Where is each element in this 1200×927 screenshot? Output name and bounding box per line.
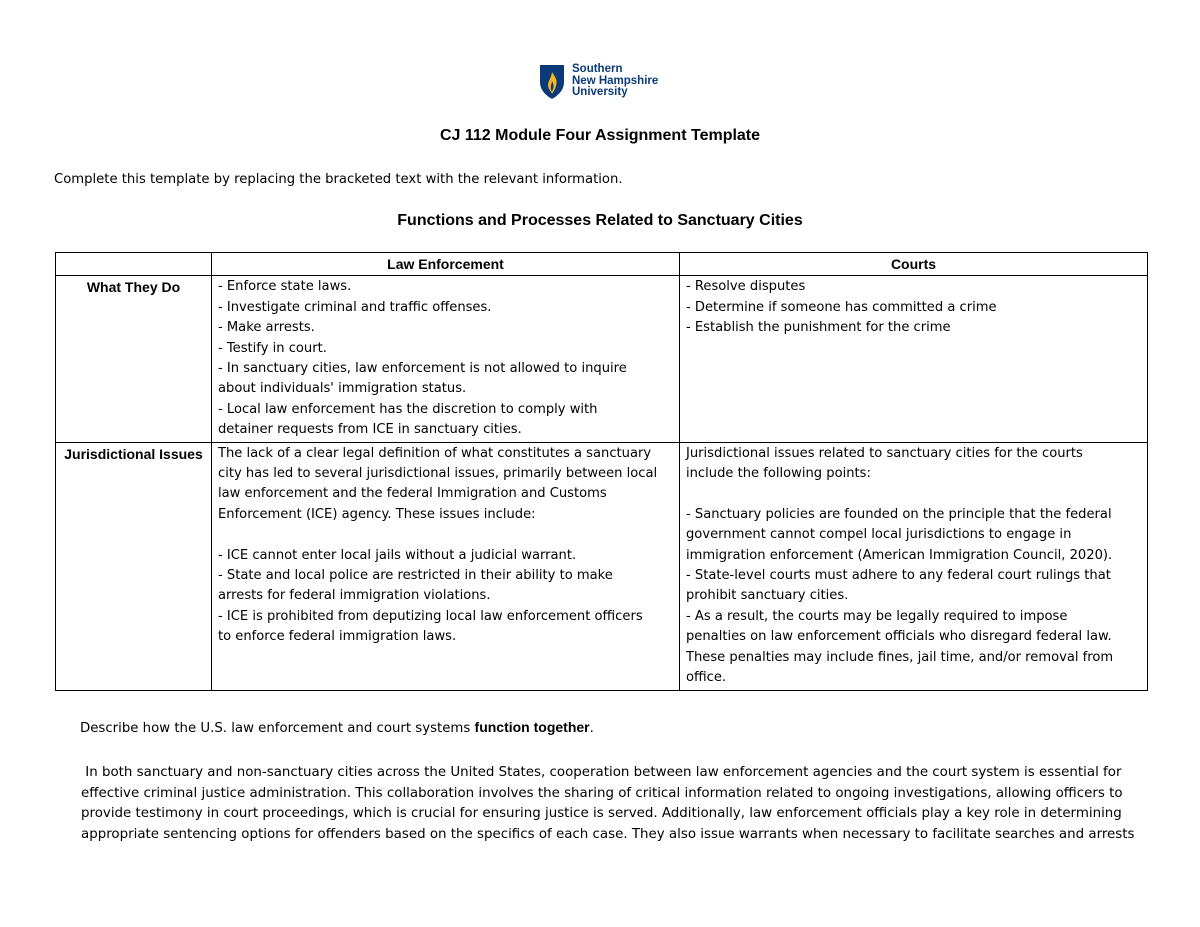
cell-what-they-do-law [212,276,680,442]
header-courts: Courts [680,253,1148,276]
logo-line-3: University [572,86,628,98]
logo-wordmark [572,64,658,99]
cell-line: - ICE is prohibited from deputizing local law enforcement officers [218,608,643,624]
row-label-what-they-do: What They Do [56,276,212,442]
cell-line: law enforcement and the federal Immigration and Customs [218,486,607,502]
cell-line: - Make arrests. [218,320,315,336]
cell-line: city has led to several jurisdictional issues, primarily between local [218,466,658,482]
cell-line: - ICE cannot enter local jails without a judicial warrant. [218,547,577,563]
cell-line: - Resolve disputes [686,279,806,295]
cell-line: to enforce federal immigration laws. [218,629,457,645]
cell-what-they-do-courts [680,276,1148,442]
cell-line: Jurisdictional issues related to sanctuary cities for the courts [686,445,1083,461]
cell-line: These penalties may include fines, jail time, and/or removal from [686,649,1114,665]
cell-line: Enforcement (ICE) agency. These issues include: [218,506,536,522]
cell-line: The lack of a clear legal definition of what constitutes a sanctuary [218,445,652,461]
cell-line: government cannot compel local jurisdictions to engage in [686,527,1072,543]
cell-line: - As a result, the courts may be legally required to impose [686,608,1068,624]
table-row-jurisdictional-issues [56,442,1148,690]
prompt-text: Describe how the U.S. law enforcement and court systems [80,721,475,736]
logo-line-2: New Hampshire [572,74,659,87]
cell-line: penalties on law enforcement officials who disregard federal law. [686,629,1112,645]
document-title: CJ 112 Module Four Assignment Template [439,127,761,144]
cell-line: - Local law enforcement has the discretion to comply with [218,401,598,417]
cell-line: prohibit sanctuary cities. [686,588,849,604]
logo-line-1: Southern [572,63,623,75]
header-cell-empty [56,253,212,276]
cell-line: - Enforce state laws. [218,279,352,295]
instruction-text: Complete this template by replacing the bracketed text with the relevant information. [54,172,623,187]
cell-line: - State and local police are restricted in their ability to make [218,568,613,584]
prompt-end: . [589,721,594,736]
table-row-what-they-do [56,276,1148,442]
prompt-emphasis: function together [474,719,590,735]
cell-jurisdictional-law [212,442,680,690]
cell-line: - Investigate criminal and traffic offenses. [218,299,492,315]
cell-line: - Sanctuary policies are founded on the principle that the federal [686,506,1112,522]
cell-line: detainer requests from ICE in sanctuary cities. [218,422,522,438]
university-logo [539,64,658,100]
row-label-jurisdictional-issues: Jurisdictional Issues [56,442,212,690]
cell-line: immigration enforcement (American Immigration Council, 2020). [686,547,1113,563]
table-title: Functions and Processes Related to Sanctuary Cities [397,212,803,229]
blank-line [218,525,673,545]
cell-line: include the following points: [686,466,871,482]
cell-jurisdictional-courts [680,442,1148,690]
blank-line [686,484,1141,504]
essay-response [81,763,1135,845]
essay-line: provide testimony in court proceedings, which is crucial for ensuring justice is served. Additionally, law enforcement officials play a key role in determining [81,806,1122,822]
header-law-enforcement: Law Enforcement [212,253,680,276]
cell-line: - Determine if someone has committed a crime [686,299,997,315]
cell-line: about individuals' immigration status. [218,381,467,397]
table-header-row [56,253,1148,276]
cell-line: - Establish the punishment for the crime [686,320,951,336]
essay-line: effective criminal justice administration. This collaboration involves the sharing of critical information related to ongoing investigations, allowing officers to [81,785,1123,801]
cell-line: office. [686,670,727,686]
cell-line: - State-level courts must adhere to any federal court rulings that [686,568,1111,584]
cell-line: - Testify in court. [218,340,327,356]
cell-line: arrests for federal immigration violations. [218,588,491,604]
cell-line: - In sanctuary cities, law enforcement is not allowed to inquire [218,361,627,377]
essay-line: In both sanctuary and non-sanctuary cities across the United States, cooperation between law enforcement agencies and the court system is essential for [81,765,1122,780]
shield-flame-icon [539,64,565,100]
functions-table [55,252,1148,691]
question-prompt [80,719,594,736]
essay-line: appropriate sentencing options for offenders based on the specifics of each case. They also issue warrants when necessary to facilitate searches and arrests [81,826,1135,842]
